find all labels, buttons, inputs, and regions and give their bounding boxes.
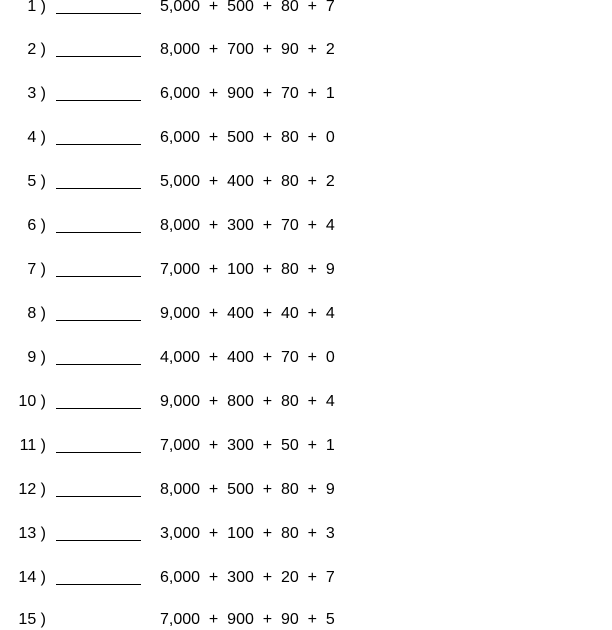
problem-row — [0, 216, 612, 236]
problem-expression: 3,000 + 100 + 80 + 3 — [160, 525, 335, 542]
problem-expression: 8,000 + 500 + 80 + 9 — [160, 481, 335, 498]
problem-number: 12 ) — [18, 481, 46, 498]
problem-row — [0, 172, 612, 192]
problem-expression: 4,000 + 400 + 70 + 0 — [160, 349, 335, 366]
answer-blank — [56, 56, 141, 57]
problem-row — [0, 0, 612, 17]
problem-row — [0, 260, 612, 280]
problem-expression: 5,000 + 500 + 80 + 7 — [160, 0, 335, 15]
problem-row — [0, 84, 612, 104]
answer-blank — [56, 496, 141, 497]
problem-expression: 8,000 + 700 + 90 + 2 — [160, 41, 335, 58]
answer-blank — [56, 232, 141, 233]
problem-number: 15 ) — [18, 611, 46, 628]
problem-number: 13 ) — [18, 525, 46, 542]
problem-row — [0, 348, 612, 368]
problem-number: 5 ) — [27, 173, 46, 190]
problem-number: 9 ) — [27, 349, 46, 366]
problem-row — [0, 568, 612, 588]
problem-expression: 7,000 + 300 + 50 + 1 — [160, 437, 335, 454]
problem-number: 10 ) — [18, 393, 46, 410]
problem-number: 8 ) — [27, 305, 46, 322]
problem-number: 3 ) — [27, 85, 46, 102]
answer-blank — [56, 144, 141, 145]
problem-expression: 9,000 + 400 + 40 + 4 — [160, 305, 335, 322]
problem-number: 4 ) — [27, 129, 46, 146]
problem-expression: 7,000 + 100 + 80 + 9 — [160, 261, 335, 278]
answer-blank — [56, 584, 141, 585]
answer-blank — [56, 364, 141, 365]
problem-expression: 8,000 + 300 + 70 + 4 — [160, 217, 335, 234]
problem-expression: 9,000 + 800 + 80 + 4 — [160, 393, 335, 410]
problem-number: 1 ) — [27, 0, 46, 15]
problem-row — [0, 480, 612, 500]
problem-number: 11 ) — [19, 437, 46, 454]
answer-blank — [56, 188, 141, 189]
answer-blank — [56, 13, 141, 14]
problem-row — [0, 40, 612, 60]
problem-number: 14 ) — [18, 569, 46, 586]
problem-number: 7 ) — [27, 261, 46, 278]
answer-blank — [56, 320, 141, 321]
problem-row — [0, 392, 612, 412]
answer-blank — [56, 408, 141, 409]
answer-blank — [56, 100, 141, 101]
problem-expression: 6,000 + 500 + 80 + 0 — [160, 129, 335, 146]
problem-expression: 7,000 + 900 + 90 + 5 — [160, 611, 335, 628]
problem-row — [0, 610, 612, 630]
problem-row — [0, 524, 612, 544]
answer-blank — [56, 540, 141, 541]
answer-blank — [56, 276, 141, 277]
problem-row — [0, 304, 612, 324]
problem-number: 2 ) — [27, 41, 46, 58]
problem-expression: 6,000 + 300 + 20 + 7 — [160, 569, 335, 586]
problem-number: 6 ) — [27, 217, 46, 234]
problem-row — [0, 436, 612, 456]
problem-row — [0, 128, 612, 148]
problem-expression: 5,000 + 400 + 80 + 2 — [160, 173, 335, 190]
answer-blank — [56, 452, 141, 453]
problem-expression: 6,000 + 900 + 70 + 1 — [160, 85, 335, 102]
